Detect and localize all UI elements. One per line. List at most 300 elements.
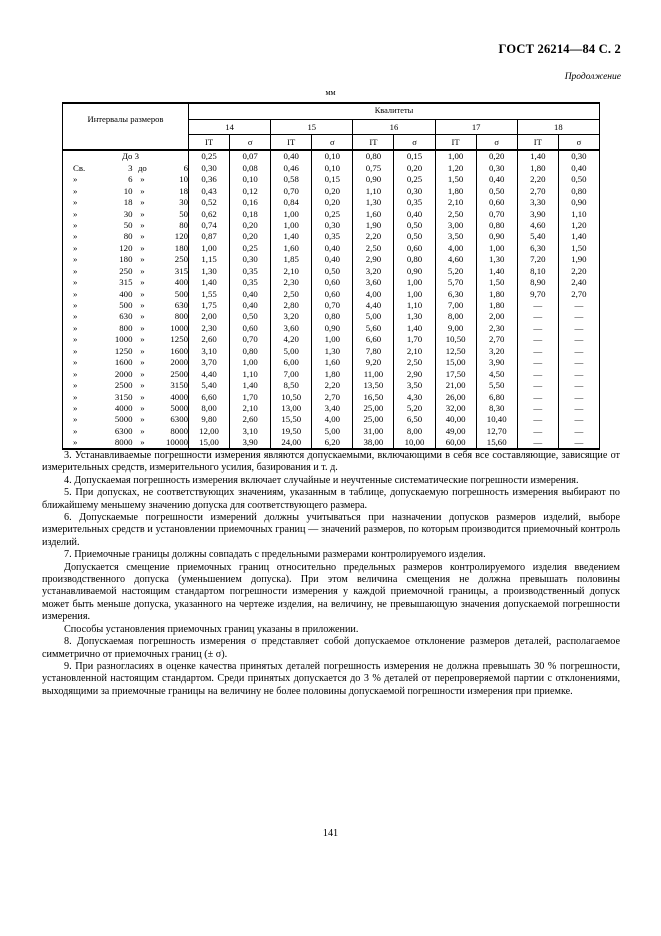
cell-it-16: 0,80: [353, 150, 394, 162]
interval-prefix: »: [73, 425, 78, 436]
cell-sigma-17: 3,20: [476, 345, 517, 356]
table-row: [63, 334, 600, 345]
interval-separator: »: [140, 311, 145, 322]
cell-sigma-18: —: [558, 414, 599, 425]
size-interval-cell: [63, 403, 189, 414]
paragraph-6: Допускается смещение приемочных границ относительно предельных размеров контролируемого изделия введением производственного допуска (уменьшением допуска). При этом величина смещения не должна превышать половины устанавливаемой настоящим стандартом погрешности измерения у каждой приемочной границы, а производственный допуск может быть меньше допуска, указанного на чертеже изделия, на величину, не превышающую значения допускаемой погрешности измерения.: [42, 561, 620, 623]
cell-sigma-18: 0,40: [558, 162, 599, 173]
cell-it-18: 2,20: [517, 174, 558, 185]
cell-it-15: 0,84: [271, 197, 312, 208]
paragraph-3: 5. При допусках, не соответствующих значениям, указанным в таблице, допускаемую погрешность измерения выбирают по ближайшему меньшему значению допуска для соответствующего размера.: [42, 487, 620, 511]
cell-it-14: 0,43: [189, 185, 230, 196]
cell-sigma-14: 0,40: [230, 300, 271, 311]
size-interval-cell: [63, 437, 189, 449]
interval-to: 1600: [170, 345, 188, 356]
cell-sigma-18: 2,20: [558, 265, 599, 276]
cell-sigma-18: —: [558, 345, 599, 356]
interval-prefix: »: [73, 380, 78, 391]
interval-separator: »: [140, 288, 145, 299]
interval-prefix: »: [73, 277, 78, 288]
interval-prefix: Св.: [73, 162, 86, 173]
cell-it-14: 12,00: [189, 426, 230, 437]
interval-separator: »: [140, 391, 145, 402]
cell-sigma-18: 1,10: [558, 208, 599, 219]
interval-prefix: »: [73, 357, 78, 368]
cell-sigma-18: 2,40: [558, 277, 599, 288]
interval-separator: »: [140, 277, 145, 288]
cell-it-18: 7,20: [517, 254, 558, 265]
interval-separator: »: [140, 380, 145, 391]
size-interval-cell: [63, 208, 189, 219]
cell-it-18: 1,80: [517, 162, 558, 173]
interval-from: 3150: [114, 391, 133, 402]
cell-it-18: 1,40: [517, 150, 558, 162]
interval-to: 10000: [166, 437, 188, 448]
cell-it-14: 1,55: [189, 288, 230, 299]
interval-separator: »: [140, 208, 145, 219]
cell-sigma-16: 2,10: [394, 345, 435, 356]
cell-sigma-16: 1,30: [394, 311, 435, 322]
page-number: 141: [322, 828, 339, 839]
table-head-row-group: [63, 103, 600, 120]
cell-it-14: 0,25: [189, 150, 230, 162]
cell-sigma-14: 1,00: [230, 357, 271, 368]
cell-it-18: —: [517, 323, 558, 334]
cell-it-15: 1,85: [271, 254, 312, 265]
header-grade-18: 18: [517, 120, 599, 135]
size-interval-cell: [63, 185, 189, 196]
cell-sigma-16: 10,00: [394, 437, 435, 449]
table-row: [63, 231, 600, 242]
cell-sigma-18: 2,70: [558, 288, 599, 299]
cell-sigma-14: 0,50: [230, 311, 271, 322]
table-row: [63, 403, 600, 414]
size-interval-cell: [63, 357, 189, 368]
interval-separator: »: [140, 219, 145, 230]
interval-prefix: »: [73, 197, 78, 208]
cell-it-18: —: [517, 311, 558, 322]
cell-it-17: 3,00: [435, 220, 476, 231]
cell-sigma-18: 1,20: [558, 220, 599, 231]
size-interval-cell: [63, 150, 189, 162]
size-interval-label: До 3: [122, 151, 139, 162]
cell-it-17: 5,20: [435, 265, 476, 276]
cell-sigma-18: 1,90: [558, 254, 599, 265]
interval-from: 120: [119, 242, 133, 253]
size-interval-label: [63, 244, 188, 253]
interval-to: 8000: [170, 425, 188, 436]
interval-to: 80: [179, 219, 188, 230]
table-head: [63, 103, 600, 150]
size-interval-cell: [63, 391, 189, 402]
cell-sigma-16: 1,00: [394, 288, 435, 299]
cell-it-16: 25,00: [353, 403, 394, 414]
cell-sigma-18: 0,80: [558, 185, 599, 196]
cell-sigma-17: 1,40: [476, 265, 517, 276]
interval-from: 18: [123, 197, 133, 208]
table-row: [63, 380, 600, 391]
cell-sigma-18: —: [558, 391, 599, 402]
cell-it-18: —: [517, 357, 558, 368]
interval-separator: »: [140, 368, 145, 379]
cell-it-18: 3,30: [517, 197, 558, 208]
cell-sigma-17: 1,30: [476, 254, 517, 265]
size-interval-label: [63, 267, 188, 276]
interval-to: 250: [174, 254, 188, 265]
header-interval-spacer: [63, 135, 189, 151]
interval-to: 6300: [170, 414, 188, 425]
table-row: [63, 414, 600, 425]
interval-from: 315: [119, 277, 133, 288]
size-interval-cell: [63, 368, 189, 379]
interval-separator: »: [140, 265, 145, 276]
interval-prefix: »: [73, 174, 78, 185]
cell-sigma-16: 4,30: [394, 391, 435, 402]
interval-separator: »: [140, 402, 145, 413]
header-it-15: IT: [271, 135, 312, 151]
size-interval-label: [63, 312, 188, 321]
interval-from: 30: [123, 208, 133, 219]
cell-sigma-15: 0,80: [312, 311, 353, 322]
cell-sigma-15: 2,20: [312, 380, 353, 391]
cell-it-18: 8,10: [517, 265, 558, 276]
table-row: [63, 265, 600, 276]
cell-sigma-16: 0,50: [394, 231, 435, 242]
header-interval: Интервалы размеров: [63, 103, 189, 135]
cell-it-18: 5,40: [517, 231, 558, 242]
cell-sigma-18: 0,90: [558, 197, 599, 208]
cell-sigma-18: —: [558, 357, 599, 368]
table-row: [63, 150, 600, 162]
cell-it-18: 6,30: [517, 243, 558, 254]
interval-from: 50: [123, 219, 133, 230]
cell-it-14: 2,30: [189, 323, 230, 334]
cell-it-17: 2,50: [435, 208, 476, 219]
cell-it-18: —: [517, 380, 558, 391]
cell-sigma-14: 2,10: [230, 403, 271, 414]
cell-it-17: 6,30: [435, 288, 476, 299]
header-it-16: IT: [353, 135, 394, 151]
table-row: [63, 288, 600, 299]
size-interval-label: [63, 381, 188, 390]
cell-it-16: 38,00: [353, 437, 394, 449]
cell-sigma-17: 1,50: [476, 277, 517, 288]
cell-it-17: 40,00: [435, 414, 476, 425]
cell-sigma-18: 0,30: [558, 150, 599, 162]
cell-it-15: 0,58: [271, 174, 312, 185]
cell-sigma-16: 0,25: [394, 174, 435, 185]
cell-sigma-16: 1,10: [394, 300, 435, 311]
cell-sigma-17: 0,60: [476, 197, 517, 208]
cell-it-17: 12,50: [435, 345, 476, 356]
interval-to: 30: [179, 197, 188, 208]
cell-it-17: 15,00: [435, 357, 476, 368]
cell-it-17: 32,00: [435, 403, 476, 414]
header-grade-16: 16: [353, 120, 435, 135]
cell-sigma-15: 0,50: [312, 265, 353, 276]
cell-it-16: 6,60: [353, 334, 394, 345]
cell-sigma-14: 3,10: [230, 426, 271, 437]
cell-sigma-16: 0,30: [394, 185, 435, 196]
cell-it-16: 2,50: [353, 243, 394, 254]
cell-sigma-14: 0,18: [230, 208, 271, 219]
header-it-17: IT: [435, 135, 476, 151]
cell-it-16: 31,00: [353, 426, 394, 437]
paragraph-9: 9. При разногласиях в оценке качества принятых деталей погрешность измерения не должна превышать 30 % погрешности, установленной настоящим стандартом. Среди принятых допускается до 3 % деталей от перепроверяемой партии с отклонениями, выходящими за приемочные границы на величину не более половины допускаемой погрешности измерения при приемке.: [42, 660, 620, 697]
paragraph-8: 8. Допускаемая погрешность измерения σ представляет собой допускаемое отклонение размеров деталей, располагаемое симметрично от приемочных границ (± σ).: [42, 636, 620, 660]
cell-it-18: —: [517, 391, 558, 402]
cell-sigma-17: 0,70: [476, 208, 517, 219]
header-grade-17: 17: [435, 120, 517, 135]
cell-sigma-16: 2,50: [394, 357, 435, 368]
cell-sigma-18: 1,50: [558, 243, 599, 254]
cell-sigma-15: 2,70: [312, 391, 353, 402]
cell-it-15: 7,00: [271, 368, 312, 379]
cell-sigma-17: 0,40: [476, 174, 517, 185]
cell-sigma-14: 3,90: [230, 437, 271, 449]
cell-sigma-16: 0,50: [394, 220, 435, 231]
cell-it-16: 4,00: [353, 288, 394, 299]
cell-sigma-16: 0,80: [394, 254, 435, 265]
cell-it-18: —: [517, 403, 558, 414]
cell-it-16: 3,60: [353, 277, 394, 288]
cell-sigma-15: 0,20: [312, 197, 353, 208]
cell-it-17: 9,00: [435, 323, 476, 334]
cell-sigma-15: 0,60: [312, 277, 353, 288]
paragraph-4: 6. Допускаемые погрешности измерений должны учитываться при назначении допусков размеров изделий, выборе измерительных средств и установлении приемочных границ — значений размеров, по которым производится приемочный контроль изделий.: [42, 512, 620, 548]
interval-separator: »: [140, 197, 145, 208]
cell-it-14: 1,40: [189, 277, 230, 288]
interval-prefix: »: [73, 311, 78, 322]
cell-it-18: 2,70: [517, 185, 558, 196]
paragraph-5: 7. Приемочные границы должны совпадать с предельными размерами контролируемого изделия.: [64, 549, 486, 561]
interval-to: 10: [179, 174, 188, 185]
cell-sigma-17: 1,80: [476, 300, 517, 311]
cell-it-14: 0,30: [189, 162, 230, 173]
table-row: [63, 185, 600, 196]
standard-header: ГОСТ 26214—84 С. 2: [498, 42, 621, 56]
interval-from: 6: [128, 174, 133, 185]
header-sigma-15: σ: [312, 135, 353, 151]
size-interval-cell: [63, 197, 189, 208]
interval-prefix: »: [73, 414, 78, 425]
cell-sigma-15: 0,90: [312, 323, 353, 334]
cell-it-14: 0,52: [189, 197, 230, 208]
cell-sigma-18: —: [558, 426, 599, 437]
size-interval-label: [63, 187, 188, 196]
tolerance-table-container: [62, 102, 599, 450]
cell-it-14: 3,70: [189, 357, 230, 368]
table-row: [63, 311, 600, 322]
interval-prefix: »: [73, 402, 78, 413]
cell-sigma-16: 0,60: [394, 243, 435, 254]
interval-separator: до: [137, 162, 147, 173]
interval-separator: »: [140, 357, 145, 368]
interval-from: 1250: [114, 345, 133, 356]
interval-to: 3150: [170, 380, 188, 391]
size-interval-label: [63, 393, 188, 402]
table-row: [63, 357, 600, 368]
cell-it-14: 15,00: [189, 437, 230, 449]
cell-sigma-14: 0,35: [230, 265, 271, 276]
cell-it-15: 2,50: [271, 288, 312, 299]
cell-it-18: 9,70: [517, 288, 558, 299]
interval-separator: »: [140, 322, 145, 333]
cell-sigma-16: 1,00: [394, 277, 435, 288]
table-row: [63, 174, 600, 185]
interval-from: 800: [119, 322, 133, 333]
unit-label: мм: [325, 88, 336, 97]
cell-sigma-14: 0,20: [230, 220, 271, 231]
interval-to: 400: [174, 277, 188, 288]
interval-to: 2000: [170, 357, 188, 368]
cell-sigma-15: 5,00: [312, 426, 353, 437]
interval-prefix: »: [73, 368, 78, 379]
size-interval-cell: [63, 162, 189, 173]
interval-prefix: »: [73, 391, 78, 402]
cell-it-16: 16,50: [353, 391, 394, 402]
interval-from: 400: [119, 288, 133, 299]
cell-sigma-14: 1,40: [230, 380, 271, 391]
size-interval-cell: [63, 288, 189, 299]
cell-sigma-16: 0,35: [394, 197, 435, 208]
cell-sigma-14: 0,10: [230, 174, 271, 185]
interval-prefix: »: [73, 437, 78, 448]
interval-separator: »: [140, 300, 145, 310]
cell-sigma-14: 0,35: [230, 277, 271, 288]
interval-from: 80: [123, 231, 133, 242]
cell-sigma-14: 0,20: [230, 231, 271, 242]
size-interval-cell: [63, 243, 189, 254]
table-row: [63, 323, 600, 334]
cell-it-15: 0,40: [271, 150, 312, 162]
interval-separator: »: [140, 345, 145, 356]
table-row: [63, 277, 600, 288]
interval-separator: »: [140, 185, 145, 196]
cell-sigma-17: 0,30: [476, 162, 517, 173]
interval-to: 630: [174, 300, 188, 310]
interval-to: 1250: [170, 334, 188, 345]
cell-it-18: —: [517, 334, 558, 345]
interval-from: 1600: [114, 357, 133, 368]
table-row: [63, 426, 600, 437]
size-interval-label: [63, 438, 188, 447]
cell-it-15: 5,00: [271, 345, 312, 356]
cell-it-15: 3,60: [271, 323, 312, 334]
size-interval-label: [63, 290, 188, 299]
cell-it-18: —: [517, 414, 558, 425]
cell-it-14: 0,36: [189, 174, 230, 185]
cell-it-16: 1,10: [353, 185, 394, 196]
size-interval-label: [63, 358, 188, 367]
cell-sigma-17: 4,50: [476, 368, 517, 379]
cell-sigma-16: 0,40: [394, 208, 435, 219]
cell-it-14: 3,10: [189, 345, 230, 356]
cell-sigma-16: 6,50: [394, 414, 435, 425]
cell-sigma-18: —: [558, 323, 599, 334]
cell-sigma-15: 0,10: [312, 150, 353, 162]
interval-separator: »: [140, 242, 145, 253]
cell-it-17: 1,20: [435, 162, 476, 173]
interval-prefix: »: [73, 242, 78, 253]
cell-it-16: 1,30: [353, 197, 394, 208]
interval-to: 120: [174, 231, 188, 242]
interval-from: 2500: [114, 380, 133, 391]
interval-from: 2000: [114, 368, 133, 379]
interval-separator: »: [140, 334, 145, 345]
paragraph-1: 3. Устанавливаемые погрешности измерения являются допускаемыми, включающими в себя все составляющие, зависящие от измерительных средств, измерительного усилия, базирования и т. д.: [42, 450, 620, 474]
cell-it-16: 25,00: [353, 414, 394, 425]
cell-it-17: 49,00: [435, 426, 476, 437]
table-row: [63, 220, 600, 231]
interval-to: 4000: [170, 391, 188, 402]
cell-sigma-18: —: [558, 300, 599, 311]
cell-sigma-17: 0,20: [476, 150, 517, 162]
table-row: [63, 345, 600, 356]
size-interval-label: [63, 404, 188, 413]
interval-from: 180: [119, 254, 133, 265]
cell-sigma-17: 2,00: [476, 311, 517, 322]
cell-sigma-17: 1,80: [476, 288, 517, 299]
table-row: [63, 437, 600, 449]
table-body: [63, 150, 600, 449]
cell-sigma-15: 0,10: [312, 162, 353, 173]
interval-to: 800: [174, 311, 188, 322]
interval-prefix: »: [73, 288, 78, 299]
cell-it-15: 15,50: [271, 414, 312, 425]
continuation-label: Продолжение: [564, 72, 621, 82]
paragraph-2: 4. Допускаемая погрешность измерения включает случайные и неучтенные систематические погрешности измерения.: [64, 474, 579, 486]
cell-it-15: 1,60: [271, 243, 312, 254]
cell-sigma-16: 0,90: [394, 265, 435, 276]
interval-to: 5000: [170, 402, 188, 413]
interval-from: 4000: [114, 402, 133, 413]
cell-sigma-17: 12,70: [476, 426, 517, 437]
header-sigma-18: σ: [558, 135, 599, 151]
size-interval-cell: [63, 231, 189, 242]
size-interval-cell: [63, 426, 189, 437]
cell-it-15: 3,20: [271, 311, 312, 322]
cell-sigma-15: 0,35: [312, 231, 353, 242]
cell-sigma-15: 0,15: [312, 174, 353, 185]
cell-it-17: 5,70: [435, 277, 476, 288]
table-row: [63, 243, 600, 254]
cell-it-17: 3,50: [435, 231, 476, 242]
cell-it-18: —: [517, 300, 558, 311]
header-sigma-16: σ: [394, 135, 435, 151]
header-grade-15: 15: [271, 120, 353, 135]
cell-it-14: 6,60: [189, 391, 230, 402]
size-interval-label: [63, 210, 188, 219]
cell-it-18: —: [517, 345, 558, 356]
cell-sigma-15: 1,60: [312, 357, 353, 368]
cell-sigma-15: 0,40: [312, 254, 353, 265]
cell-sigma-16: 3,50: [394, 380, 435, 391]
cell-sigma-17: 2,30: [476, 323, 517, 334]
cell-sigma-16: 1,40: [394, 323, 435, 334]
cell-it-16: 5,60: [353, 323, 394, 334]
cell-it-17: 10,50: [435, 334, 476, 345]
cell-it-14: 0,74: [189, 220, 230, 231]
cell-sigma-16: 1,70: [394, 334, 435, 345]
interval-prefix: »: [73, 185, 78, 196]
size-interval-label: [63, 324, 188, 333]
interval-to: 6: [183, 162, 188, 173]
cell-it-17: 4,60: [435, 254, 476, 265]
cell-it-18: —: [517, 437, 558, 449]
cell-sigma-17: 15,60: [476, 437, 517, 449]
table-row: [63, 254, 600, 265]
